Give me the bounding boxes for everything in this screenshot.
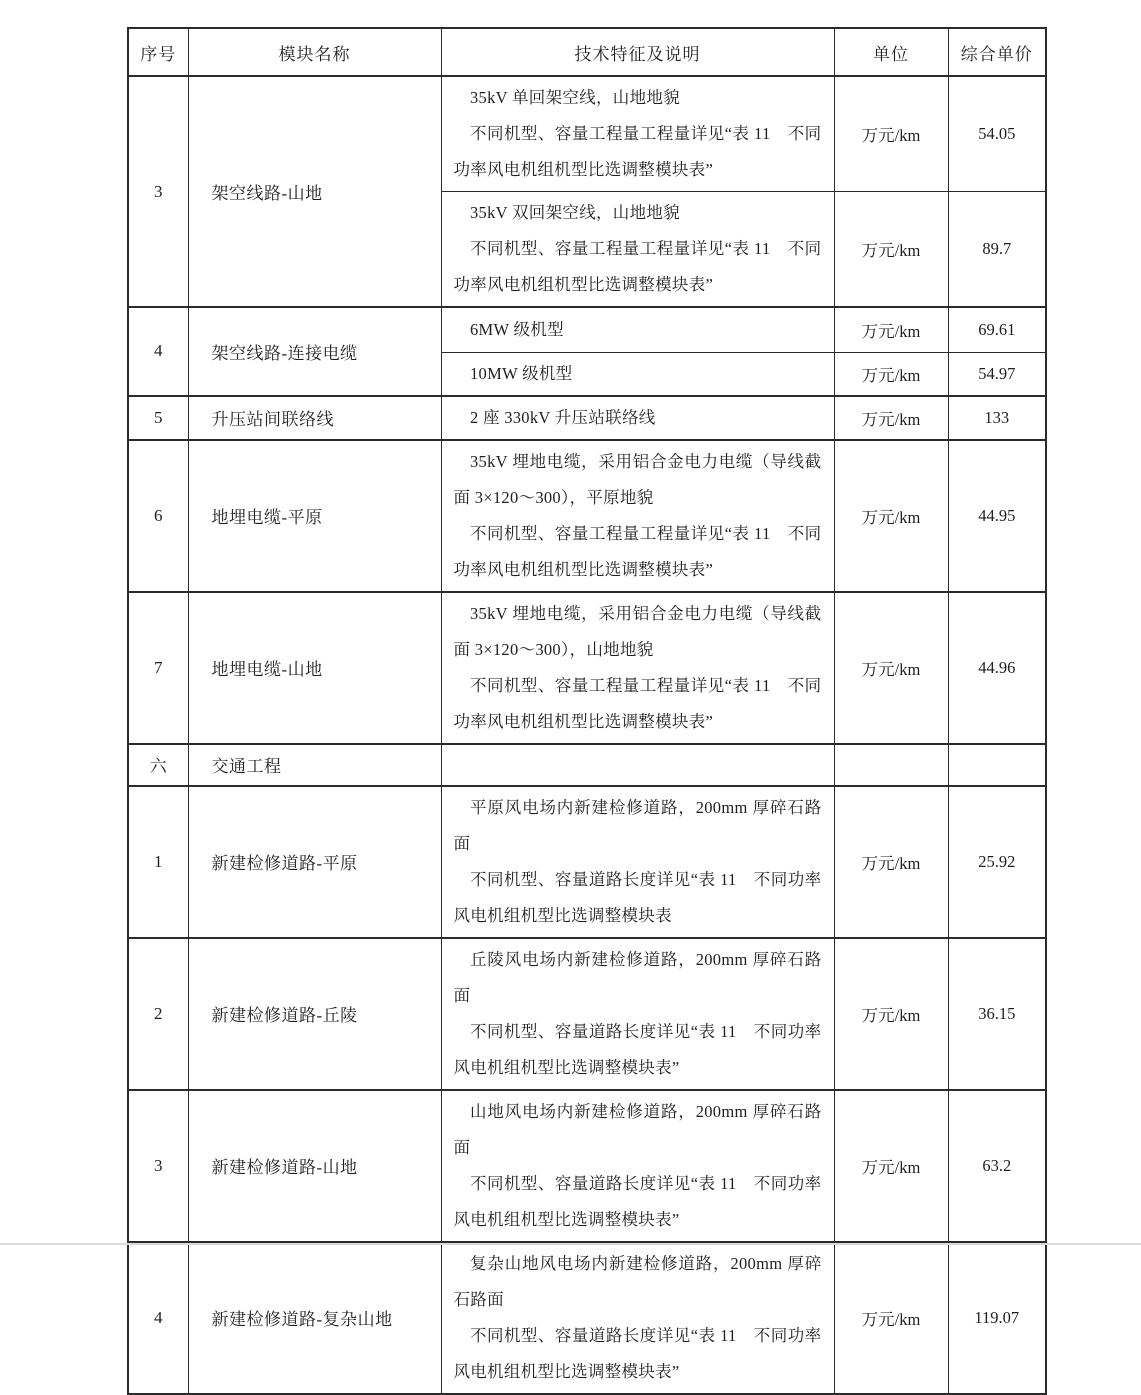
desc-paragraph: 不同机型、容量工程量工程量详见“表 11 不同功率风电机组机型比选调整模块表” — [453, 675, 822, 731]
unit-cell: 万元/km — [834, 352, 948, 396]
table-row — [128, 1242, 1046, 1394]
seq-cell: 1 — [128, 786, 188, 938]
price-cell: 119.07 — [948, 1242, 1046, 1394]
module-cell: 新建检修道路-复杂山地 — [188, 1242, 441, 1394]
desc-cell — [441, 786, 834, 938]
price-cell: 69.61 — [948, 307, 1046, 352]
desc-cell — [441, 440, 834, 592]
module-cell: 地埋电缆-平原 — [188, 440, 441, 592]
table-row — [128, 938, 1046, 1090]
section-row — [128, 744, 1046, 786]
desc-cell — [441, 307, 834, 352]
table-header — [128, 28, 1046, 76]
seq-cell: 6 — [128, 440, 188, 592]
module-cell: 地埋电缆-山地 — [188, 592, 441, 744]
desc-paragraph: 不同机型、容量道路长度详见“表 11 不同功率风电机组机型比选调整模块表” — [453, 1021, 822, 1077]
module-cell: 新建检修道路-丘陵 — [188, 938, 441, 1090]
price-cell: 44.96 — [948, 592, 1046, 744]
col-header-seq: 序号 — [128, 28, 188, 76]
desc-cell — [441, 396, 834, 440]
desc-cell — [441, 1090, 834, 1242]
module-cell: 新建检修道路-平原 — [188, 786, 441, 938]
desc-cell — [441, 592, 834, 744]
seq-cell: 2 — [128, 938, 188, 1090]
module-cell: 升压站间联络线 — [188, 396, 441, 440]
price-cell: 54.97 — [948, 352, 1046, 396]
col-header-price: 综合单价 — [948, 28, 1046, 76]
module-cell: 架空线路-山地 — [188, 76, 441, 307]
table-row — [128, 396, 1046, 440]
desc-cell — [441, 938, 834, 1090]
desc-cell — [441, 76, 834, 192]
col-header-module: 模块名称 — [188, 28, 441, 76]
seq-cell: 4 — [128, 1242, 188, 1394]
col-header-desc: 技术特征及说明 — [441, 28, 834, 76]
table-row — [128, 1090, 1046, 1242]
seq-cell: 六 — [128, 744, 188, 786]
unit-cell: 万元/km — [834, 307, 948, 352]
desc-paragraph: 35kV 埋地电缆，采用铝合金电力电缆（导线截面 3×120～300），山地地貌 — [453, 603, 822, 659]
desc-cell — [441, 192, 834, 308]
module-cell: 新建检修道路-山地 — [188, 1090, 441, 1242]
table-row — [128, 307, 1046, 352]
desc-paragraph: 平原风电场内新建检修道路，200mm 厚碎石路面 — [453, 797, 822, 853]
seq-cell: 7 — [128, 592, 188, 744]
desc-paragraph: 山地风电场内新建检修道路，200mm 厚碎石路面 — [453, 1101, 822, 1157]
table-row — [128, 440, 1046, 592]
desc-paragraph: 35kV 双回架空线，山地地貌 — [470, 203, 680, 222]
unit-cell — [834, 744, 948, 786]
module-price-table — [127, 27, 1047, 1395]
unit-cell: 万元/km — [834, 1242, 948, 1394]
desc-paragraph: 不同机型、容量工程量工程量详见“表 11 不同功率风电机组机型比选调整模块表” — [453, 124, 822, 179]
desc-paragraph: 2 座 330kV 升压站联络线 — [470, 407, 656, 427]
desc-paragraph: 35kV 埋地电缆，采用铝合金电力电缆（导线截面 3×120～300），平原地貌 — [453, 451, 822, 507]
unit-cell: 万元/km — [834, 396, 948, 440]
seq-cell: 4 — [128, 307, 188, 396]
desc-paragraph: 不同机型、容量工程量工程量详见“表 11 不同功率风电机组机型比选调整模块表” — [453, 523, 822, 579]
module-cell: 交通工程 — [188, 744, 441, 786]
col-header-unit: 单位 — [834, 28, 948, 76]
unit-cell: 万元/km — [834, 76, 948, 192]
desc-cell — [441, 744, 834, 786]
unit-cell: 万元/km — [834, 440, 948, 592]
desc-paragraph: 复杂山地风电场内新建检修道路，200mm 厚碎石路面 — [453, 1253, 822, 1309]
price-cell: 63.2 — [948, 1090, 1046, 1242]
price-cell: 133 — [948, 396, 1046, 440]
unit-cell: 万元/km — [834, 1090, 948, 1242]
price-cell: 44.95 — [948, 440, 1046, 592]
desc-paragraph: 丘陵风电场内新建检修道路，200mm 厚碎石路面 — [453, 949, 822, 1005]
table-row — [128, 76, 1046, 192]
price-cell: 36.15 — [948, 938, 1046, 1090]
desc-paragraph: 不同机型、容量工程量工程量详见“表 11 不同功率风电机组机型比选调整模块表” — [453, 239, 822, 294]
desc-paragraph: 6MW 级机型 — [470, 319, 564, 339]
desc-cell — [441, 1242, 834, 1394]
table-row — [128, 786, 1046, 938]
desc-paragraph: 不同机型、容量道路长度详见“表 11 不同功率风电机组机型比选调整模块表” — [453, 1173, 822, 1229]
price-cell: 25.92 — [948, 786, 1046, 938]
table-row — [128, 592, 1046, 744]
desc-cell — [441, 352, 834, 396]
scan-artifact-line — [0, 1243, 1141, 1245]
unit-cell: 万元/km — [834, 192, 948, 308]
price-cell: 89.7 — [948, 192, 1046, 308]
seq-cell: 3 — [128, 1090, 188, 1242]
seq-cell: 3 — [128, 76, 188, 307]
desc-paragraph: 10MW 级机型 — [470, 363, 573, 383]
desc-paragraph: 35kV 单回架空线，山地地貌 — [470, 88, 680, 107]
unit-cell: 万元/km — [834, 786, 948, 938]
unit-cell: 万元/km — [834, 592, 948, 744]
price-cell: 54.05 — [948, 76, 1046, 192]
module-cell: 架空线路-连接电缆 — [188, 307, 441, 396]
desc-paragraph: 不同机型、容量道路长度详见“表 11 不同功率风电机组机型比选调整模块表 — [453, 869, 822, 925]
unit-cell: 万元/km — [834, 938, 948, 1090]
desc-paragraph: 不同机型、容量道路长度详见“表 11 不同功率风电机组机型比选调整模块表” — [453, 1325, 822, 1381]
seq-cell: 5 — [128, 396, 188, 440]
price-cell — [948, 744, 1046, 786]
